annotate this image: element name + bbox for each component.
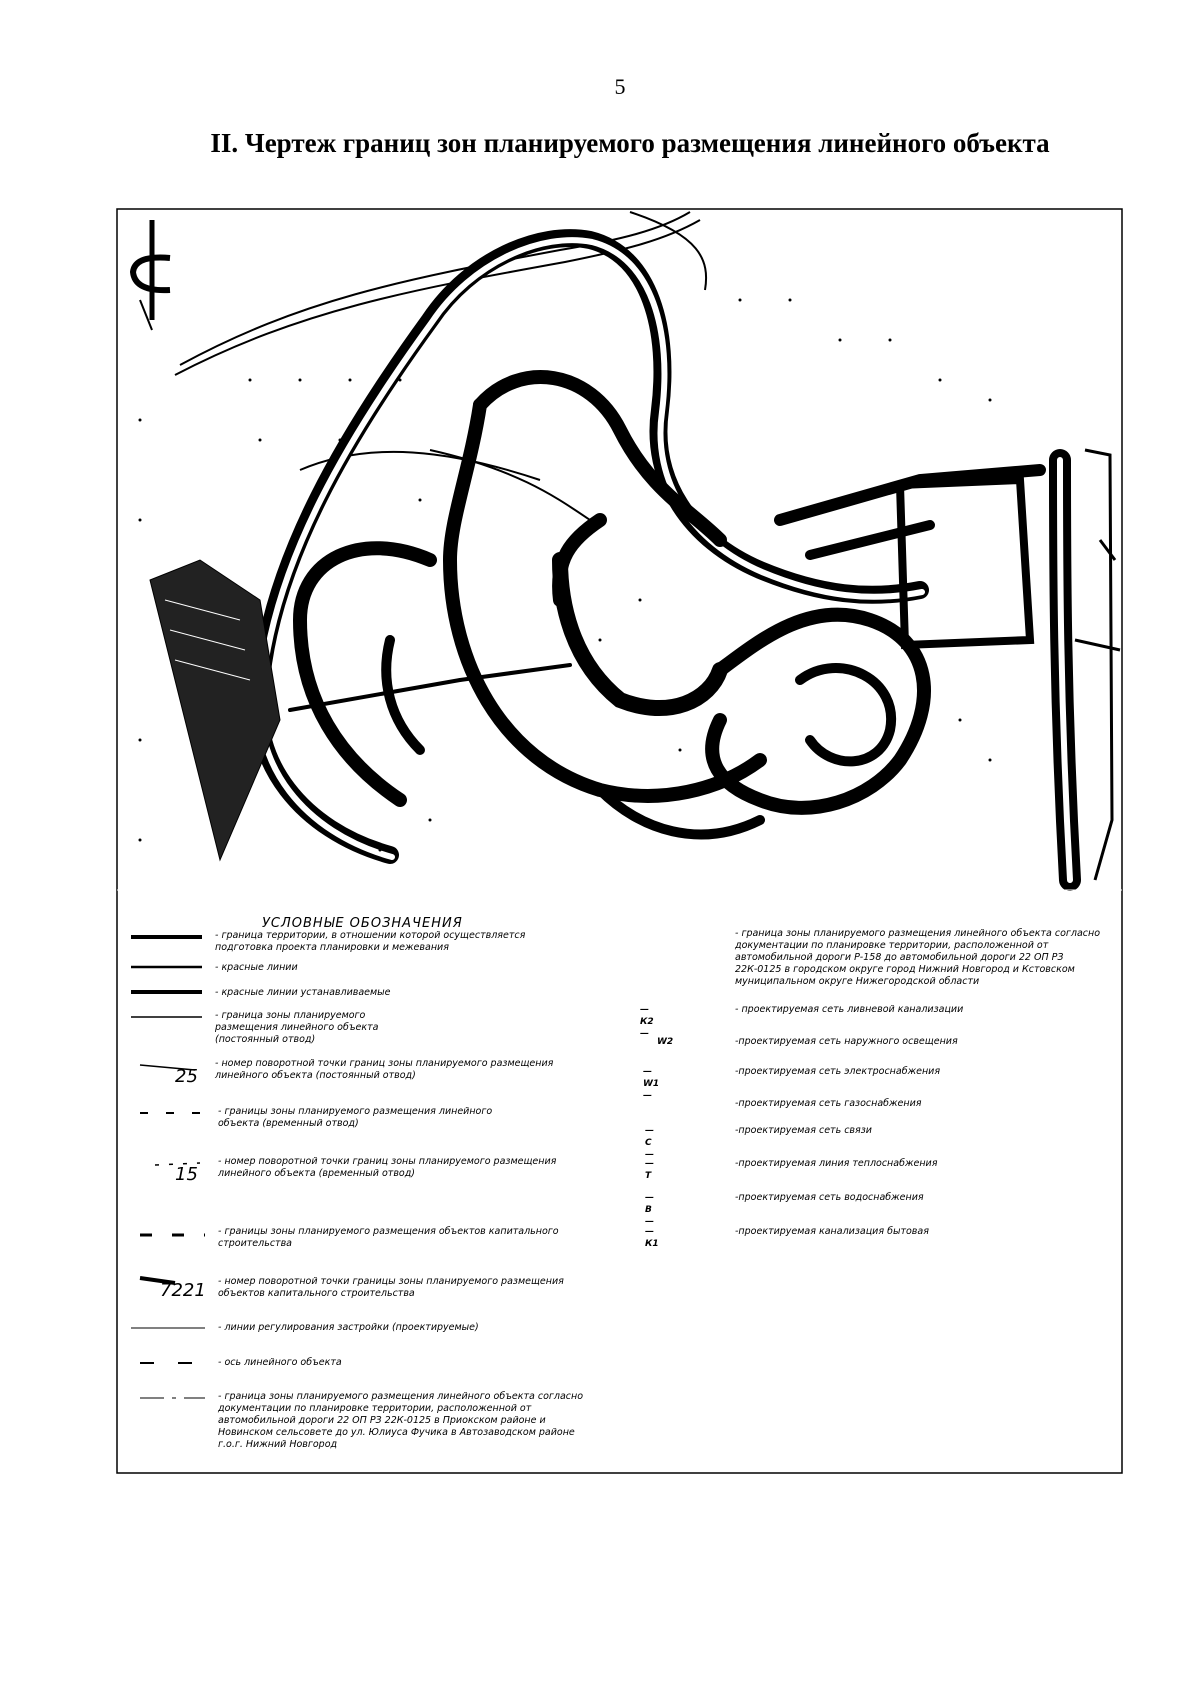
page-title: II. Чертеж границ зон планируемого размещения линейного объекта (210, 128, 1050, 158)
legend-item: - граница зоны планируемого размещения линейного объекта согласно документации по планировке территории, расположенной от автомобильной дороги Р-158 до автомобильной дороги 22 ОП РЗ 22К-0125 в городском округе город Нижний Новгород и Кстовском муниципальном округе Нижегородской области (735, 928, 1101, 987)
network-code: — В — (645, 1193, 654, 1227)
network-code: —К1 (645, 1227, 659, 1249)
network-code: — К2 — (640, 1005, 654, 1039)
network-code: — W1 — (643, 1067, 660, 1101)
north-arrow-icon (133, 220, 170, 330)
legend-item: -проектируемая канализация бытовая (735, 1226, 929, 1237)
legend-item: - граница территории, в отношении которой осуществляется подготовка проекта планировки и межевания (215, 930, 526, 953)
legend-item: -проектируемая сеть электроснабжения (735, 1066, 941, 1077)
turn-point-number: 25 (175, 1066, 198, 1087)
turn-point-number: 7221 (160, 1280, 206, 1301)
network-code: —Т (645, 1159, 654, 1181)
legend-item: - номер поворотной точки границы зоны планируемого размещения объектов капитального строительства (218, 1276, 564, 1299)
legend-item: -проектируемая сеть газоснабжения (735, 1098, 922, 1109)
building-block (900, 480, 1030, 645)
legend-item: -проектируемая сеть наружного освещения (735, 1036, 958, 1047)
legend-item: - красные линии устанавливаемые (215, 987, 391, 998)
legend-item: -проектируемая сеть связи (735, 1125, 872, 1136)
turn-point-number: 15 (175, 1164, 198, 1185)
legend-item: - граница зоны планируемого размещения линейного объекта (постоянный отвод) (215, 1010, 379, 1045)
planned-road-network (259, 238, 1070, 880)
network-code: —С— (645, 1126, 654, 1160)
legend-item: - ось линейного объекта (218, 1357, 342, 1368)
hatched-area (150, 560, 280, 860)
legend-item: - красные линии (215, 962, 298, 973)
legend-item: - границы зоны планируемого размещения объектов капитального строительства (218, 1226, 559, 1249)
right-edge-road (1075, 450, 1120, 880)
legend-item: - номер поворотной точки границ зоны планируемого размещения линейного объекта (временный отвод) (218, 1156, 557, 1179)
page-number: 5 (614, 74, 626, 99)
network-code: W2 (657, 1037, 674, 1047)
legend-item: - граница зоны планируемого размещения линейного объекта согласно документации по планировке территории, расположенной от автомобильной дороги 22 ОП РЗ 22К-0125 в Приокском районе и Новинском сельсовете до ул. Юлиуса Фучика в Автозаводском районе г.о.г. Нижний Новгород (218, 1391, 584, 1450)
legend-item: - номер поворотной точки границ зоны планируемого размещения линейного объекта (постоянный отвод) (215, 1058, 554, 1081)
legend-title: УСЛОВНЫЕ ОБОЗНАЧЕНИЯ (262, 916, 463, 931)
legend-item: - границы зоны планируемого размещения линейного объекта (временный отвод) (218, 1106, 493, 1129)
legend-item: - проектируемая сеть ливневой канализации (735, 1004, 964, 1015)
legend-item: -проектируемая сеть водоснабжения (735, 1192, 924, 1203)
legend-item: - линии регулирования застройки (проектируемые) (218, 1322, 479, 1333)
legend-item: -проектируемая линия теплоснабжения (735, 1158, 938, 1169)
